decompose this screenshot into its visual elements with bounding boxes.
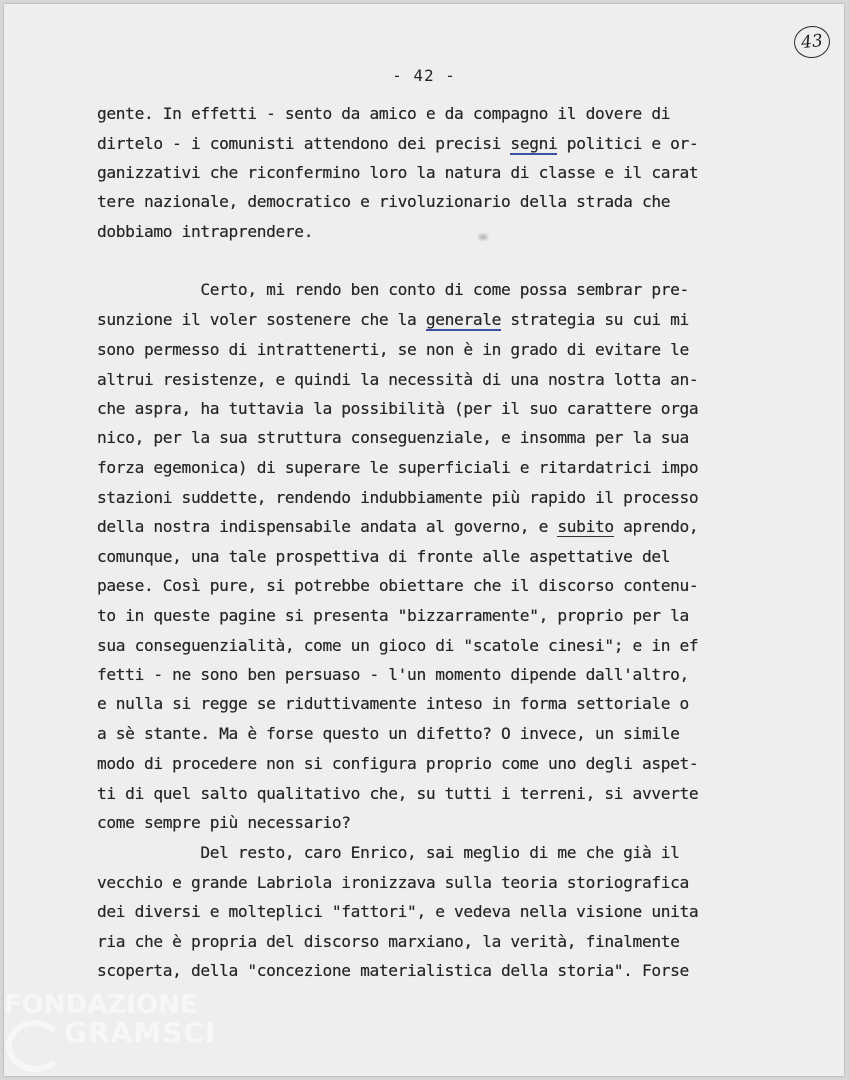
text-line: tere nazionale, democratico e rivoluzionario della strada che	[97, 192, 671, 211]
text-line: Del resto, caro Enrico, sai meglio di me che già il	[97, 843, 680, 862]
text-line: to in queste pagine si presenta "bizzarramente", proprio per la	[97, 606, 689, 625]
text-line: ganizzativi che riconfermino loro la natura di classe e il carat	[97, 163, 699, 182]
text-line: scoperta, della "concezione materialistica della storia". Forse	[97, 961, 689, 980]
text-line: della nostra indispensabile andata al governo, e subito aprendo,	[97, 517, 699, 536]
document-page	[4, 4, 844, 1076]
text-line: dobbiamo intraprendere.	[97, 222, 314, 241]
page-number: - 42 -	[392, 66, 456, 85]
text-line: dirtelo - i comunisti attendono dei precisi segni politici e or-	[97, 134, 699, 153]
text-line: sua conseguenzialità, come un gioco di "scatole cinesi"; e in ef	[97, 636, 699, 655]
text-line: sono permesso di intrattenerti, se non è in grado di evitare le	[97, 340, 689, 359]
underlined-word-segni: segni	[510, 134, 558, 153]
text-line: vecchio e grande Labriola ironizzava sulla teoria storiografica	[97, 873, 689, 892]
text-line: stazioni suddette, rendendo indubbiamente più rapido il processo	[97, 488, 699, 507]
text-line: Certo, mi rendo ben conto di come possa sembrar pre-	[97, 280, 689, 299]
fondazione-gramsci-watermark	[4, 990, 224, 1070]
text-line: altrui resistenze, e quindi la necessità di una nostra lotta an-	[97, 370, 699, 389]
gramsci-logo-icon	[6, 1020, 64, 1072]
watermark-line1: FONDAZIONE	[4, 990, 198, 1020]
text-line: come sempre più necessario?	[97, 813, 351, 832]
text-line: paese. Così pure, si potrebbe obiettare che il discorso contenu-	[97, 576, 699, 595]
text-line: gente. In effetti - sento da amico e da compagno il dovere di	[97, 104, 671, 123]
text-line: forza egemonica) di superare le superficiali e ritardatrici impo	[97, 458, 699, 477]
text-line: nico, per la sua struttura conseguenziale, e insomma per la sua	[97, 428, 689, 447]
text-line: sunzione il voler sostenere che la generale strategia su cui mi	[97, 310, 689, 329]
text-line: ti di quel salto qualitativo che, su tutti i terreni, si avverte	[97, 784, 699, 803]
text-line: e nulla si regge se riduttivamente inteso in forma settoriale o	[97, 694, 689, 713]
archive-page-number: 43	[792, 24, 831, 60]
text-line: comunque, una tale prospettiva di fronte alle aspettative del	[97, 547, 671, 566]
underlined-word-generale: generale	[425, 310, 502, 329]
text-line: modo di procedere non si configura proprio come uno degli aspet-	[97, 754, 699, 773]
watermark-line2: GRAMSCI	[64, 1016, 217, 1049]
text-line: dei diversi e molteplici "fattori", e vedeva nella visione unita	[97, 902, 699, 921]
text-line: ria che è propria del discorso marxiano, la verità, finalmente	[97, 932, 680, 951]
text-line: che aspra, ha tuttavia la possibilità (per il suo carattere orga	[97, 399, 699, 418]
ink-smudge	[476, 232, 490, 242]
underlined-word-subito: subito	[557, 517, 614, 536]
text-line: a sè stante. Ma è forse questo un difetto? O invece, un simile	[97, 724, 680, 743]
text-line: fetti - ne sono ben persuaso - l'un momento dipende dall'altro,	[97, 665, 689, 684]
